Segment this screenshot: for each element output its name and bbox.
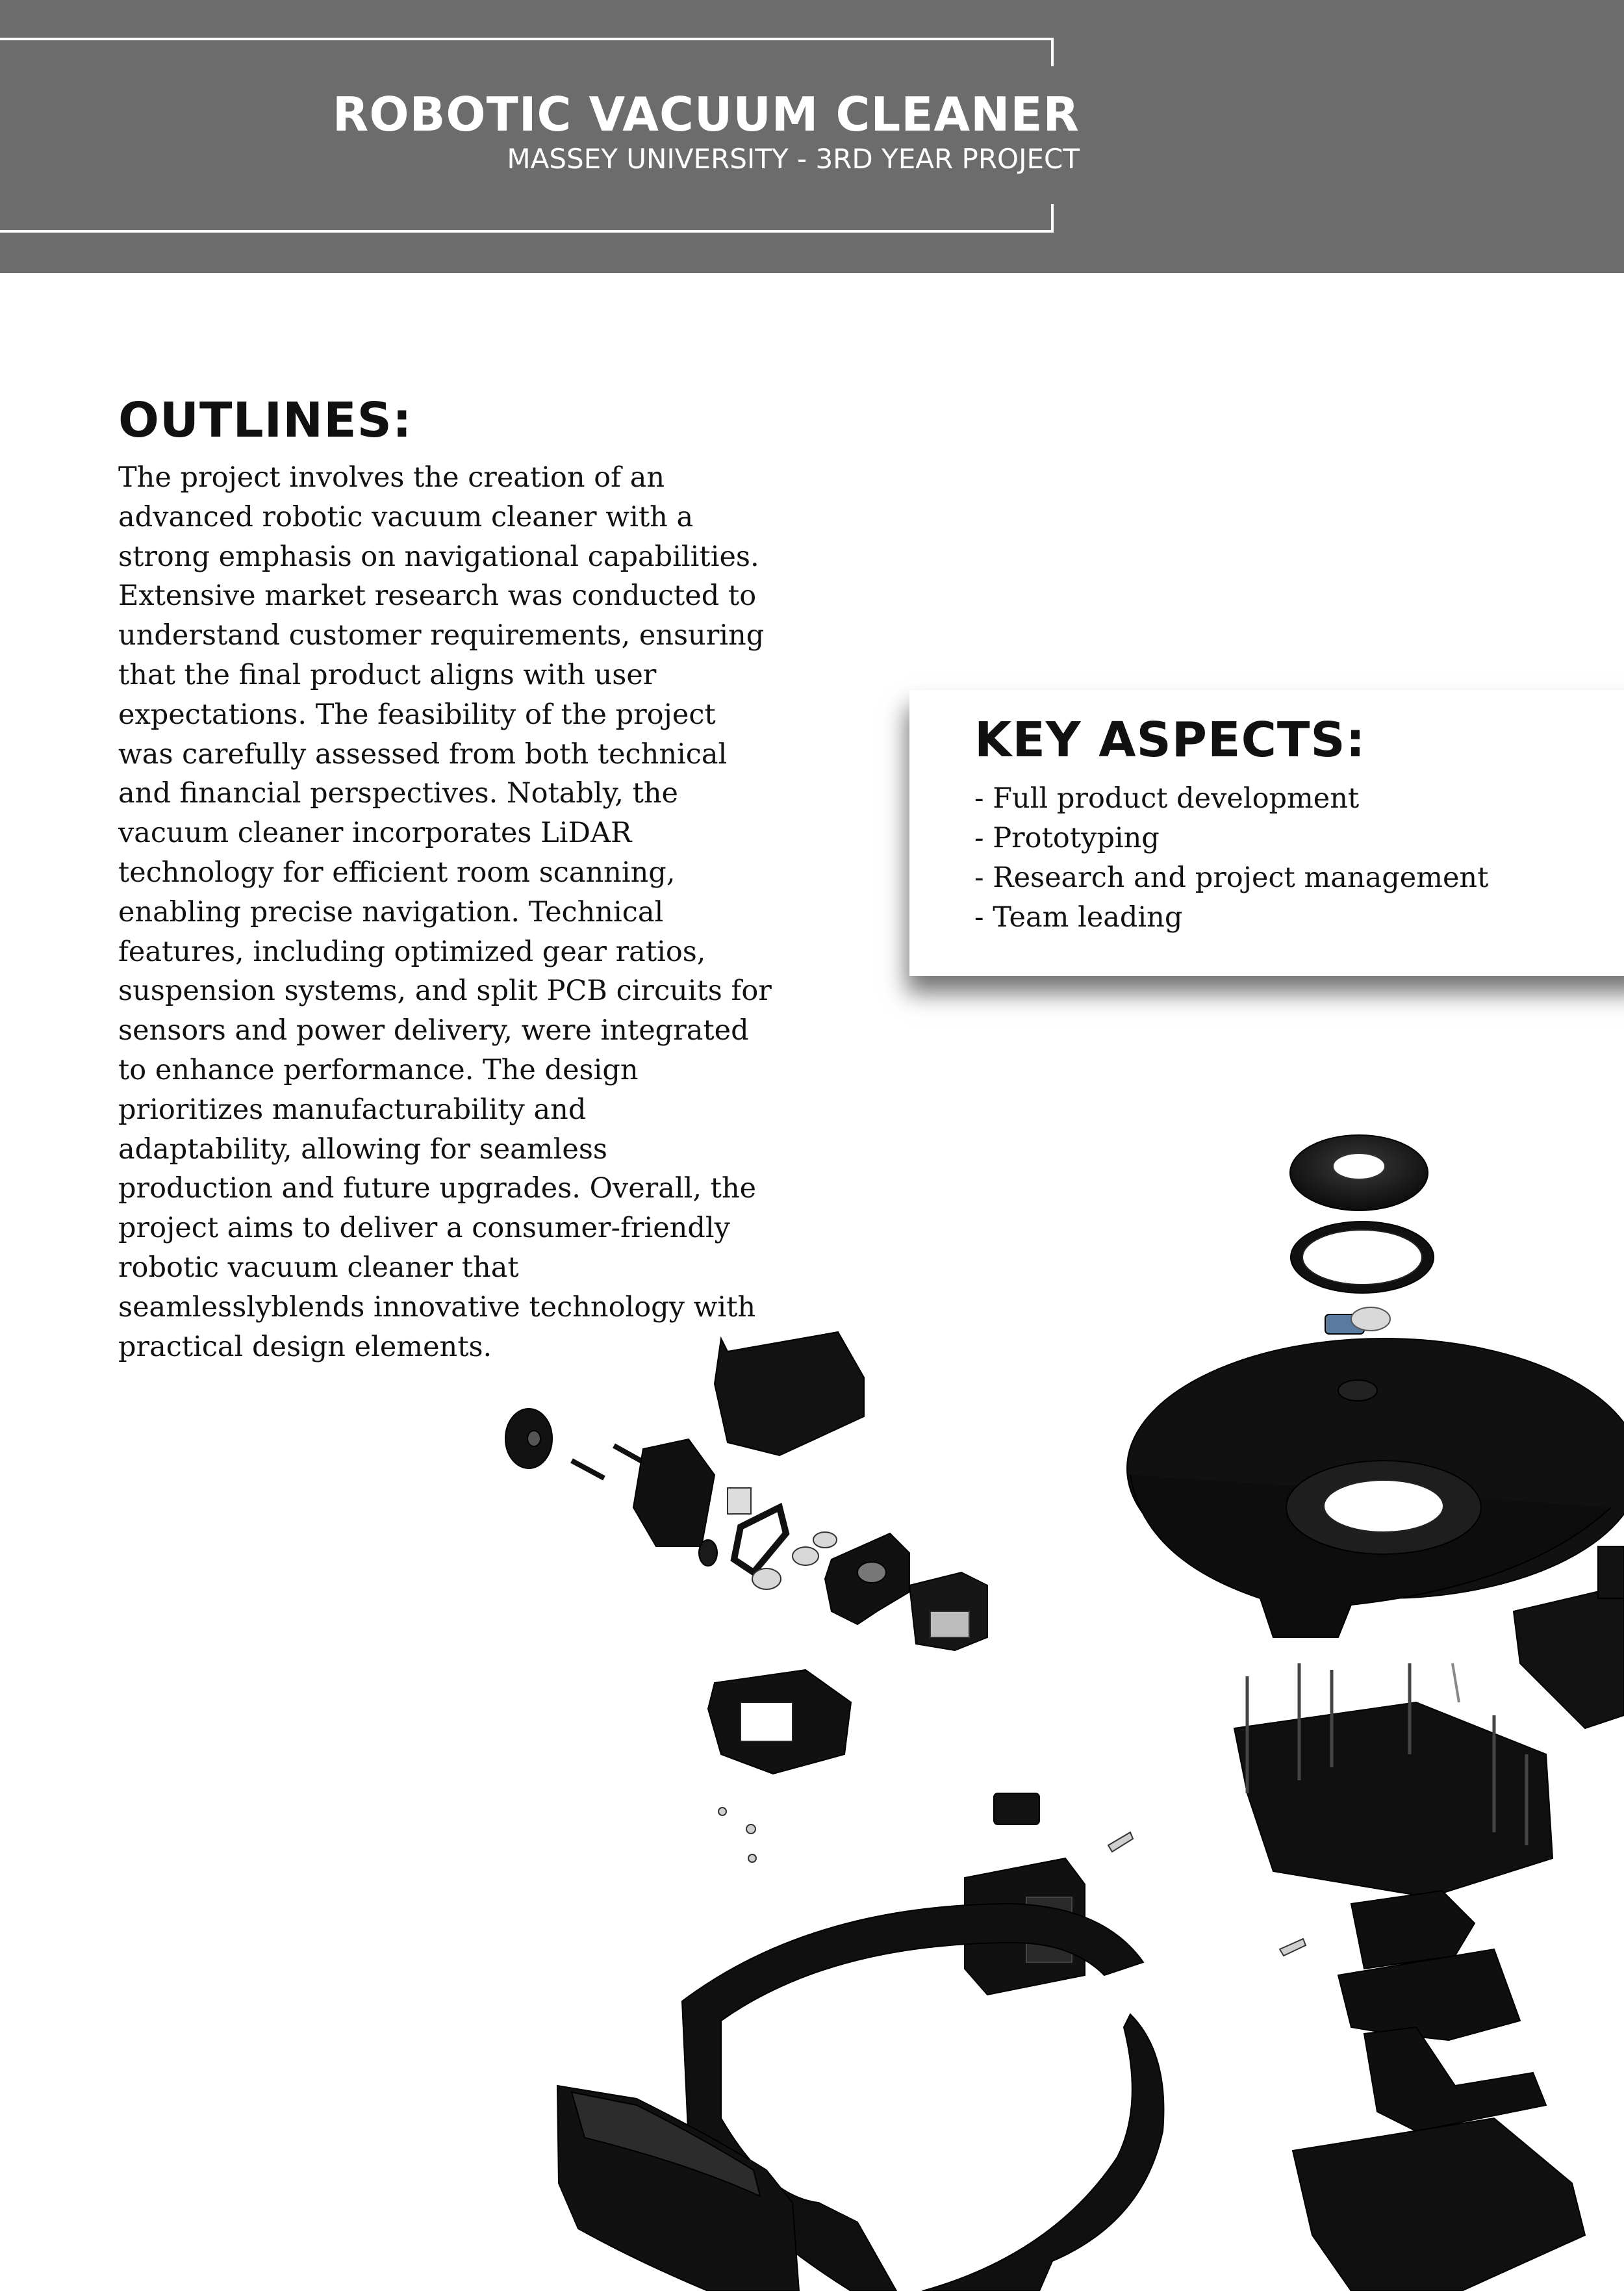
list-item: - Prototyping bbox=[974, 822, 1160, 854]
dust-bin bbox=[557, 2086, 799, 2291]
outlines-line: advanced robotic vacuum cleaner with a bbox=[118, 500, 694, 533]
outlines-line: suspension systems, and split PCB circuits for bbox=[118, 975, 772, 1008]
outlines-line: technology for efficient room scanning, bbox=[118, 856, 676, 889]
outlines-line: sensors and power delivery, were integrated bbox=[118, 1014, 749, 1047]
outlines-line: enabling precise navigation. Technical bbox=[118, 895, 664, 928]
outlines-line: and financial perspectives. Notably, the bbox=[118, 777, 678, 810]
lidar-cap bbox=[1290, 1135, 1428, 1210]
outlines-line: was carefully assessed from both technical bbox=[118, 737, 728, 771]
key-aspects-heading: KEY ASPECTS: bbox=[974, 712, 1366, 768]
outlines-line: Extensive market research was conducted to bbox=[118, 580, 757, 613]
outlines-heading: OUTLINES: bbox=[118, 392, 412, 448]
outlines-line: project aims to deliver a consumer-friendly bbox=[118, 1212, 730, 1245]
list-item: - Research and project management bbox=[974, 862, 1489, 894]
outlines-line: strong emphasis on navigational capabilities. bbox=[118, 540, 759, 573]
list-item: - Full product development bbox=[974, 782, 1360, 815]
outlines-line: prioritizes manufacturability and bbox=[118, 1093, 587, 1126]
outlines-line: understand customer requirements, ensuring bbox=[118, 619, 765, 652]
base-plate bbox=[1293, 2118, 1585, 2291]
battery-pack bbox=[965, 1793, 1085, 1995]
page-subtitle: MASSEY UNIVERSITY - 3RD YEAR PROJECT bbox=[507, 143, 1080, 175]
wheel-module bbox=[505, 1332, 864, 1546]
fan-housing bbox=[708, 1670, 851, 1774]
outlines-line: production and future upgrades. Overall, the bbox=[118, 1172, 757, 1205]
outlines-line: adaptability, allowing for seamless bbox=[118, 1133, 607, 1166]
outlines-line: vacuum cleaner incorporates LiDAR bbox=[118, 817, 632, 850]
outlines-line: seamlesslyblends innovative technology with bbox=[118, 1290, 756, 1324]
outlines-line: that the final product aligns with user bbox=[118, 658, 657, 691]
outlines-line: to enhance performance. The design bbox=[118, 1053, 639, 1086]
drive-train bbox=[699, 1488, 987, 1650]
chassis-layer bbox=[1234, 1663, 1553, 1897]
outlines-line: The project involves the creation of an bbox=[118, 461, 665, 494]
page-title: ROBOTIC VACUUM CLEANER bbox=[332, 87, 1080, 142]
outlines-line: practical design elements. bbox=[118, 1330, 492, 1363]
pcb-plates bbox=[1338, 1891, 1546, 2131]
list-item: - Team leading bbox=[974, 901, 1183, 934]
outlines-line: expectations. The feasibility of the project bbox=[118, 698, 716, 731]
outlines-line: robotic vacuum cleaner that bbox=[118, 1251, 519, 1284]
lidar-ring bbox=[1291, 1222, 1434, 1293]
top-cover bbox=[1127, 1338, 1624, 1637]
outlines-line: features, including optimized gear ratios, bbox=[118, 935, 706, 968]
